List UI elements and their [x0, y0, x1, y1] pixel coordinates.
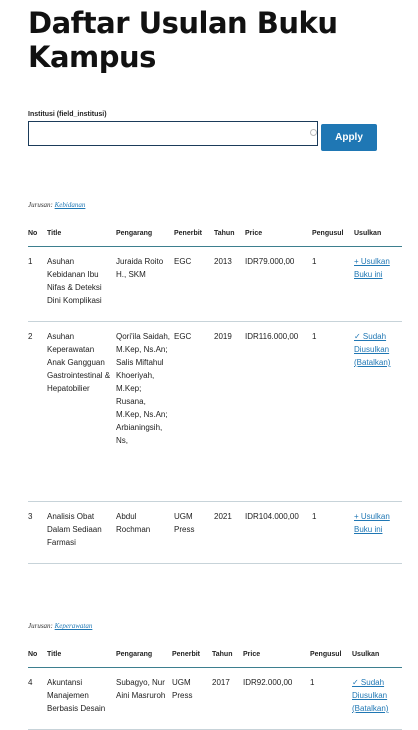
- col-header-pengusul: Pengusul: [312, 220, 354, 247]
- table-header-row: [28, 641, 402, 668]
- cell-price: IDR116.000,00: [245, 322, 312, 502]
- book-table-kebidanan: [28, 220, 402, 564]
- usulkan-link[interactable]: + Usulkan Buku ini: [354, 257, 390, 279]
- col-header-price: Price: [245, 220, 312, 247]
- cell-title: Akuntansi Manajemen Berbasis Desain: [47, 668, 116, 730]
- table-row: [28, 502, 402, 564]
- group-caption-kebidanan: Jurusan: Kebidanan: [28, 201, 86, 209]
- cell-pengusul: 1: [312, 322, 354, 502]
- col-header-tahun: Tahun: [212, 641, 243, 668]
- book-table-keperawatan: [28, 641, 402, 730]
- col-header-no: No: [28, 641, 47, 668]
- cell-price: IDR79.000,00: [245, 247, 312, 322]
- col-header-no: No: [28, 220, 47, 247]
- cell-pengusul: 1: [310, 668, 352, 730]
- cell-no: 2: [28, 322, 47, 502]
- table-header-row: [28, 220, 402, 247]
- cell-title: Analisis Obat Dalam Sediaan Farmasi: [47, 502, 116, 564]
- jurusan-link-kebidanan[interactable]: Kebidanan: [54, 201, 86, 209]
- cell-pengarang: Abdul Rochman: [116, 502, 174, 564]
- col-header-title: Title: [47, 641, 116, 668]
- institusi-filter-input[interactable]: [28, 121, 318, 146]
- batalkan-link[interactable]: ✓ Sudah Diusulkan (Batalkan): [354, 332, 391, 367]
- cell-no: 1: [28, 247, 47, 322]
- cell-usulkan: [354, 247, 402, 322]
- cell-penerbit: UGM Press: [172, 668, 212, 730]
- cell-pengarang: Qori'ila Saidah, M.Kep, Ns.An; Salis Miftahul Khoeriyah, M.Kep; Rusana, M.Kep, Ns.An; Arbianingsih, Ns,: [116, 322, 174, 502]
- table-row: [28, 322, 402, 502]
- cell-pengusul: 1: [312, 247, 354, 322]
- cell-usulkan: [354, 502, 402, 564]
- cell-price: IDR104.000,00: [245, 502, 312, 564]
- cell-no: 4: [28, 668, 47, 730]
- col-header-pengarang: Pengarang: [116, 220, 174, 247]
- jurusan-link-keperawatan[interactable]: Keperawatan: [54, 622, 93, 630]
- cell-price: IDR92.000,00: [243, 668, 310, 730]
- col-header-pengarang: Pengarang: [116, 641, 172, 668]
- batalkan-link[interactable]: ✓ Sudah Diusulkan (Batalkan): [352, 678, 389, 713]
- cell-tahun: 2017: [212, 668, 243, 730]
- cell-tahun: 2021: [214, 502, 245, 564]
- cell-title: Asuhan Kebidanan Ibu Nifas & Deteksi Dini Komplikasi: [47, 247, 116, 322]
- cell-no: 3: [28, 502, 47, 564]
- clear-input-icon[interactable]: [310, 129, 317, 136]
- usulkan-link[interactable]: + Usulkan Buku ini: [354, 512, 390, 534]
- col-header-penerbit: Penerbit: [172, 641, 212, 668]
- table-row: [28, 247, 402, 322]
- cell-pengusul: 1: [312, 502, 354, 564]
- col-header-pengusul: Pengusul: [310, 641, 352, 668]
- col-header-tahun: Tahun: [214, 220, 245, 247]
- table-row: [28, 668, 402, 730]
- cell-pengarang: Juraida Roito H., SKM: [116, 247, 174, 322]
- cell-usulkan: [352, 668, 402, 730]
- cell-penerbit: UGM Press: [174, 502, 214, 564]
- institusi-filter-label: Institusi (field_institusi): [28, 111, 107, 118]
- cell-usulkan: [354, 322, 402, 502]
- col-header-penerbit: Penerbit: [174, 220, 214, 247]
- apply-button[interactable]: Apply: [321, 124, 377, 151]
- col-header-title: Title: [47, 220, 116, 247]
- col-header-price: Price: [243, 641, 310, 668]
- cell-penerbit: EGC: [174, 247, 214, 322]
- cell-tahun: 2019: [214, 322, 245, 502]
- col-header-usulkan: Usulkan: [354, 220, 402, 247]
- page-title: Daftar Usulan Buku Kampus: [28, 6, 338, 74]
- cell-title: Asuhan Keperawatan Anak Gangguan Gastrointestinal & Hepatobilier: [47, 322, 116, 502]
- group-caption-keperawatan: Jurusan: Keperawatan: [28, 622, 93, 630]
- col-header-usulkan: Usulkan: [352, 641, 402, 668]
- cell-pengarang: Subagyo, Nur Aini Masruroh: [116, 668, 172, 730]
- cell-tahun: 2013: [214, 247, 245, 322]
- cell-penerbit: EGC: [174, 322, 214, 502]
